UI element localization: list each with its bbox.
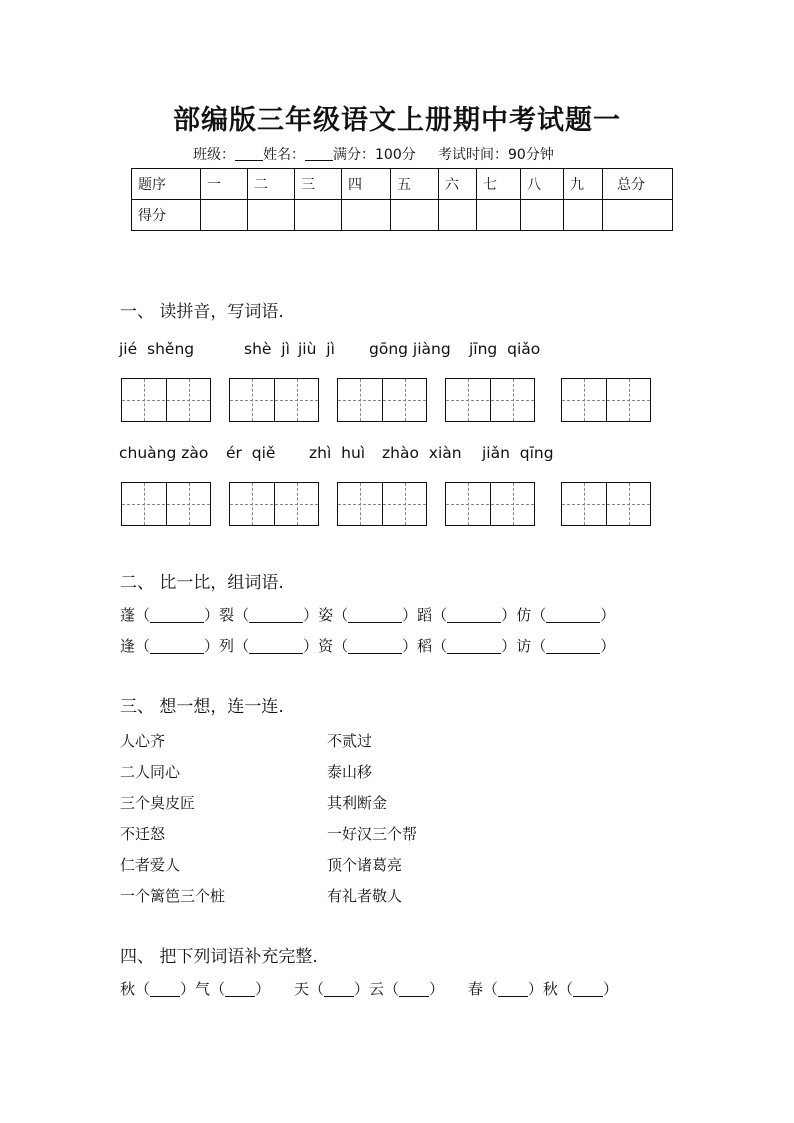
writing-grid[interactable]	[561, 378, 651, 422]
exam-info	[193, 144, 554, 164]
section-4-heading: 四、 把下列词语补充完整.	[120, 947, 318, 967]
score-header-cell: 二	[248, 169, 295, 200]
compare-char: 蹈	[417, 606, 433, 624]
answer-blank[interactable]	[249, 607, 303, 623]
writing-grid[interactable]	[121, 482, 211, 526]
answer-blank[interactable]	[150, 638, 204, 654]
compare-char: 稻	[417, 637, 433, 655]
score-cell[interactable]	[603, 200, 673, 231]
writing-grid[interactable]	[229, 378, 319, 422]
idiom-blank[interactable]	[225, 981, 255, 997]
score-cell[interactable]	[342, 200, 391, 231]
class-blank[interactable]	[235, 146, 263, 161]
class-label: 班级：	[193, 147, 235, 163]
page-title: 部编版三年级语文上册期中考试题一	[173, 105, 621, 136]
compare-char: 资	[318, 637, 334, 655]
idiom-blank[interactable]	[573, 981, 603, 997]
match-right-item[interactable]: 顶个诸葛亮	[327, 856, 403, 874]
compare-char: 蓬	[120, 606, 136, 624]
answer-blank[interactable]	[150, 607, 204, 623]
compare-row-1: 蓬（ ）裂（ ）姿（ ）蹈（ ）仿（ ）	[120, 606, 616, 624]
name-label: 姓名：	[263, 147, 305, 163]
section-1-heading: 一、 读拼音，写词语.	[120, 302, 284, 322]
compare-char: 逢	[120, 637, 136, 655]
match-right-item[interactable]: 一好汉三个帮	[327, 825, 418, 843]
score-row-label: 得分	[132, 200, 201, 231]
idiom-char: 春	[467, 980, 483, 998]
complete-row: 秋（ ）气（ ） 天（ ）云（ ） 春（ ）秋（ ）	[120, 980, 618, 998]
writing-grid[interactable]	[445, 482, 535, 526]
pinyin-label: zhào xiàn	[382, 444, 462, 462]
compare-char: 列	[219, 637, 235, 655]
writing-grid[interactable]	[337, 482, 427, 526]
score-cell[interactable]	[295, 200, 342, 231]
score-header-cell: 五	[391, 169, 439, 200]
writing-grid[interactable]	[445, 378, 535, 422]
writing-grid[interactable]	[561, 482, 651, 526]
score-header-cell: 一	[201, 169, 248, 200]
idiom-blank[interactable]	[498, 981, 528, 997]
section-2-heading: 二、 比一比，组词语.	[120, 573, 284, 593]
idiom-char: 秋	[542, 980, 558, 998]
match-left-item[interactable]: 人心齐	[120, 732, 166, 750]
pinyin-label: gōng jiàng	[369, 340, 451, 358]
score-cell[interactable]	[391, 200, 439, 231]
score-table-header-row	[132, 169, 673, 200]
score-table	[131, 168, 673, 231]
pinyin-label: zhì huì	[309, 444, 366, 462]
section-3-heading: 三、 想一想，连一连.	[120, 697, 284, 717]
compare-char: 仿	[516, 606, 532, 624]
match-right-item[interactable]: 其利断金	[327, 794, 388, 812]
answer-blank[interactable]	[348, 638, 402, 654]
score-header-cell: 八	[521, 169, 564, 200]
score-header-cell: 七	[477, 169, 521, 200]
answer-blank[interactable]	[348, 607, 402, 623]
answer-blank[interactable]	[447, 638, 501, 654]
score-header-cell: 总分	[603, 169, 673, 200]
score-cell[interactable]	[439, 200, 477, 231]
score-cell[interactable]	[477, 200, 521, 231]
name-blank[interactable]	[305, 146, 333, 161]
match-left-item[interactable]: 不迁怒	[120, 825, 166, 843]
score-table-score-row	[132, 200, 673, 231]
score-header-cell: 六	[439, 169, 477, 200]
pinyin-label: jiù jì	[298, 340, 335, 358]
idiom-char: 天	[293, 980, 309, 998]
idiom-char: 气	[195, 980, 211, 998]
match-left-item[interactable]: 一个篱笆三个桩	[120, 887, 226, 905]
match-left-item[interactable]: 三个臭皮匠	[120, 794, 196, 812]
writing-grid[interactable]	[229, 482, 319, 526]
writing-grid[interactable]	[337, 378, 427, 422]
score-cell[interactable]	[201, 200, 248, 231]
pinyin-label: ér qiě	[226, 444, 276, 462]
score-header-cell: 三	[295, 169, 342, 200]
score-header-cell: 题序	[132, 169, 201, 200]
score-cell[interactable]	[248, 200, 295, 231]
idiom-char: 秋	[120, 980, 136, 998]
idiom-char: 云	[368, 980, 384, 998]
match-right-item[interactable]: 不贰过	[327, 732, 373, 750]
match-left-item[interactable]: 仁者爱人	[120, 856, 181, 874]
pinyin-label: shè jì	[244, 340, 290, 358]
match-left-item[interactable]: 二人同心	[120, 763, 181, 781]
pinyin-label: jīng qiǎo	[469, 340, 541, 358]
pinyin-label: jié shěng	[119, 340, 195, 358]
writing-grid[interactable]	[121, 378, 211, 422]
compare-row-2: 逢（ ）列（ ）资（ ）稻（ ）访（ ）	[120, 637, 616, 655]
answer-blank[interactable]	[546, 607, 600, 623]
idiom-blank[interactable]	[399, 981, 429, 997]
idiom-blank[interactable]	[324, 981, 354, 997]
match-right-item[interactable]: 有礼者敬人	[327, 887, 403, 905]
answer-blank[interactable]	[546, 638, 600, 654]
score-header-cell: 四	[342, 169, 391, 200]
answer-blank[interactable]	[249, 638, 303, 654]
compare-char: 访	[516, 637, 532, 655]
compare-char: 姿	[318, 606, 334, 624]
score-cell[interactable]	[564, 200, 603, 231]
idiom-blank[interactable]	[150, 981, 180, 997]
score-cell[interactable]	[521, 200, 564, 231]
pinyin-label: chuàng zào	[119, 444, 209, 462]
pinyin-label: jiǎn qīng	[482, 444, 554, 462]
score-header-cell: 九	[564, 169, 603, 200]
full-score: 满分：100分	[333, 147, 416, 163]
exam-time: 考试时间：90分钟	[438, 147, 554, 163]
match-right-item[interactable]: 泰山移	[327, 763, 373, 781]
answer-blank[interactable]	[447, 607, 501, 623]
compare-char: 裂	[219, 606, 235, 624]
